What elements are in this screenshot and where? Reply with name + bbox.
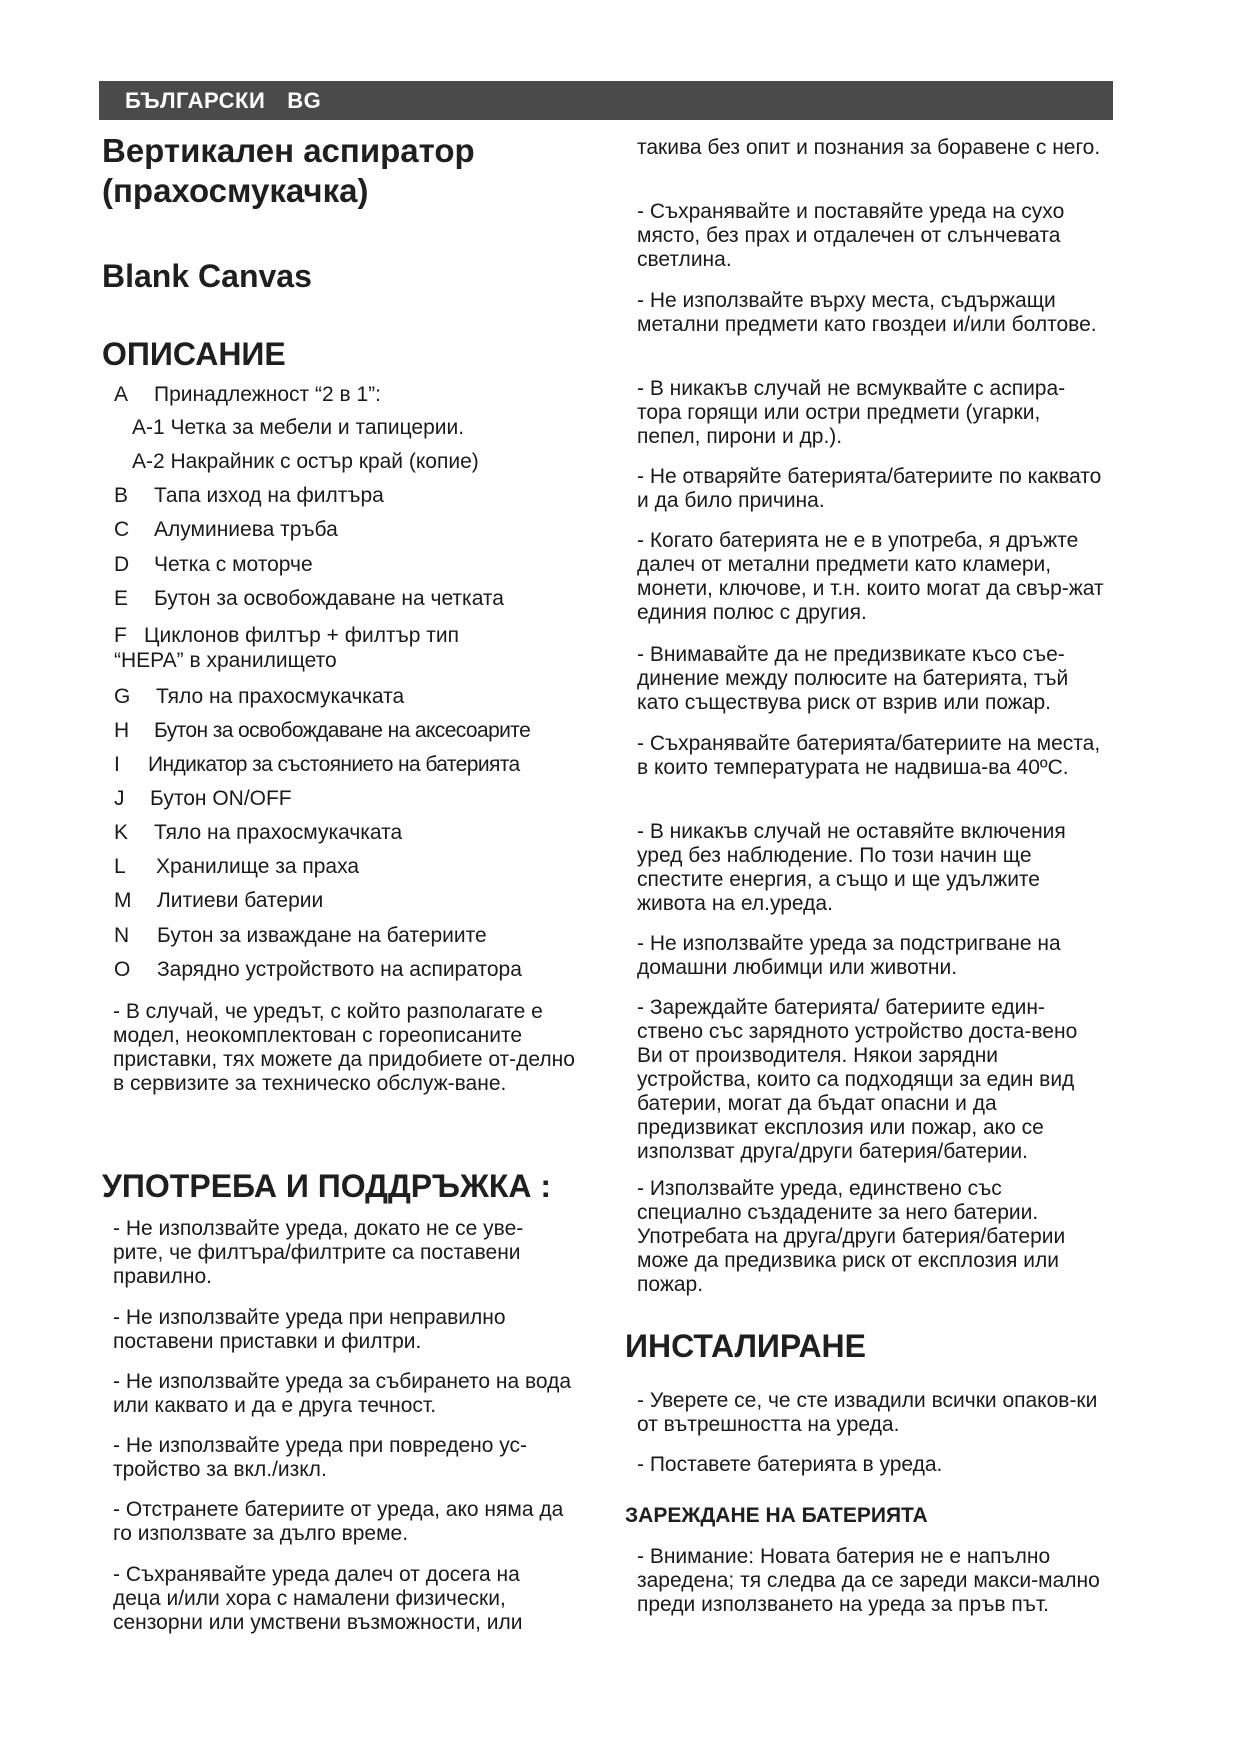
list-item: “HEPA” в хранилището <box>114 649 337 672</box>
usage-paragraph: - Не използвайте уреда за подстригване на домашни любимци или животни. <box>637 932 1061 979</box>
usage-paragraph: - Използвайте уреда, единствено със специално създадените за него батерии. Употребата на друга/други батерия/батерии може да предизвика риск от експлозия или пожар. <box>637 1177 1066 1296</box>
language-bar <box>99 81 1113 120</box>
description-note: - В случай, че уредът, с който разполагате е модел, неокомплектован с гореописаните приставки, тях можете да придобиете от-делно в сервизите за техническо обслуж-ване. <box>113 1000 575 1095</box>
list-item: M Литиеви батерии <box>114 889 324 912</box>
usage-paragraph: - Внимавайте да не предизвикате късо съе-динение между полюсите на батерията, тъй като съществува риск от взрив или пожар. <box>637 643 1069 714</box>
usage-paragraph: - В никакъв случай не оставяйте включения уред без наблюдение. По този начин ще спестите енергия, а също и ще удължите живота на ел.уреда. <box>637 820 1066 915</box>
usage-paragraph: - Не използвайте уреда при повредено ус-тройство за вкл./изкл. <box>113 1434 528 1481</box>
list-item: A Принадлежност “2 в 1”: <box>114 383 382 406</box>
list-item: G Тяло на прахосмукачката <box>114 685 405 708</box>
installation-heading: ИНСТАЛИРАНЕ <box>625 1328 866 1364</box>
usage-paragraph: - Когато батерията не е в употреба, я дръжте далеч от метални предмети като кламери, монети, ключове, и т.н. които могат да свър-жат единия полюс с другия. <box>637 529 1104 624</box>
list-item: D Четка с моторче <box>114 553 313 576</box>
installation-paragraph: - Уверете се, че сте извадили всички опаков-ки от вътрешността на уреда. <box>637 1389 1098 1436</box>
language-label: БЪЛГАРСКИ <box>125 88 266 113</box>
list-item: J Бутон ON/OFF <box>114 787 292 810</box>
installation-paragraph: - Поставете батерията в уреда. <box>637 1453 943 1476</box>
list-item: C Алуминиева тръба <box>114 518 338 541</box>
usage-paragraph: - Не използвайте уреда при неправилно поставени приставки и филтри. <box>113 1306 506 1353</box>
list-item: A-1 Четка за мебели и тапицерии. <box>132 416 465 439</box>
usage-paragraph: - Съхранявайте батерията/батериите на места, в които температурата не надвиша-ва 40ºC. <box>637 732 1101 779</box>
usage-paragraph: - Не отваряйте батерията/батериите по каквато и да било причина. <box>637 465 1102 512</box>
usage-paragraph: - Съхранявайте и поставяйте уреда на сухо място, без прах и отдалечен от слънчевата светлина. <box>637 200 1065 271</box>
usage-paragraph: - Съхранявайте уреда далеч от досега на деца и/или хора с намалени физически, сензорни или умствени възможности, или <box>113 1563 523 1634</box>
list-item: I Индикатор за състоянието на батерията <box>114 753 520 776</box>
list-item: H Бутон за освобождаване на аксесоарите <box>114 719 531 742</box>
usage-paragraph: - Зареждайте батерията/ батериите един-ствено със зарядното устройство доста-вено Ви от производителя. Някои зарядни устройства, които са подходящи за един вид батерии, могат да бъдат опасни и да предизвикат експлозия или пожар, ако се използват друга/други батерия/батерии. <box>637 996 1078 1163</box>
list-item: F Циклонов филтър + филтър тип <box>114 624 459 647</box>
list-item: O Зарядно устройството на аспиратора <box>114 958 522 981</box>
list-item: K Тяло на прахосмукачката <box>114 821 403 844</box>
description-heading: ОПИСАНИЕ <box>102 336 286 372</box>
usage-paragraph: - Не използвайте върху места, съдържащи метални предмети като гвоздеи и/или болтове. <box>637 289 1097 336</box>
list-item: N Бутон за изваждане на батериите <box>114 924 487 947</box>
list-item: B Тапа изход на филтъра <box>114 484 384 507</box>
usage-paragraph: - Отстранете батериите от уреда, ако няма да го използвате за дълго време. <box>113 1498 564 1545</box>
charging-paragraph: - Внимание: Новата батерия не е напълно заредена; тя следва да се зареди макси-мално преди използването на уреда за пръв път. <box>637 1545 1100 1616</box>
model-name: Blank Canvas <box>102 258 312 294</box>
usage-paragraph: такива без опит и познания за боравене с него. <box>637 136 1101 159</box>
usage-heading: УПОТРЕБА И ПОДДРЪЖКА : <box>102 1168 552 1204</box>
usage-paragraph: - В никакъв случай не всмуквайте с аспира-тора горящи или остри предмети (угарки, пепел, пирони и др.). <box>637 377 1066 448</box>
usage-paragraph: - Не използвайте уреда за събирането на вода или каквато и да е друга течност. <box>113 1370 572 1417</box>
document-title: Вертикален аспиратор (прахосмукачка) <box>102 132 475 209</box>
language-code: BG <box>287 88 322 113</box>
list-item: A-2 Накрайник с остър край (копие) <box>132 450 479 473</box>
charging-heading: ЗАРЕЖДАНЕ НА БАТЕРИЯТА <box>625 1504 928 1527</box>
list-item: L Хранилище за праха <box>114 855 360 878</box>
list-item: E Бутон за освобождаване на четката <box>114 587 504 610</box>
usage-paragraph: - Не използвайте уреда, докато не се уве-рите, че филтъра/филтрите са поставени правилно. <box>113 1217 524 1288</box>
